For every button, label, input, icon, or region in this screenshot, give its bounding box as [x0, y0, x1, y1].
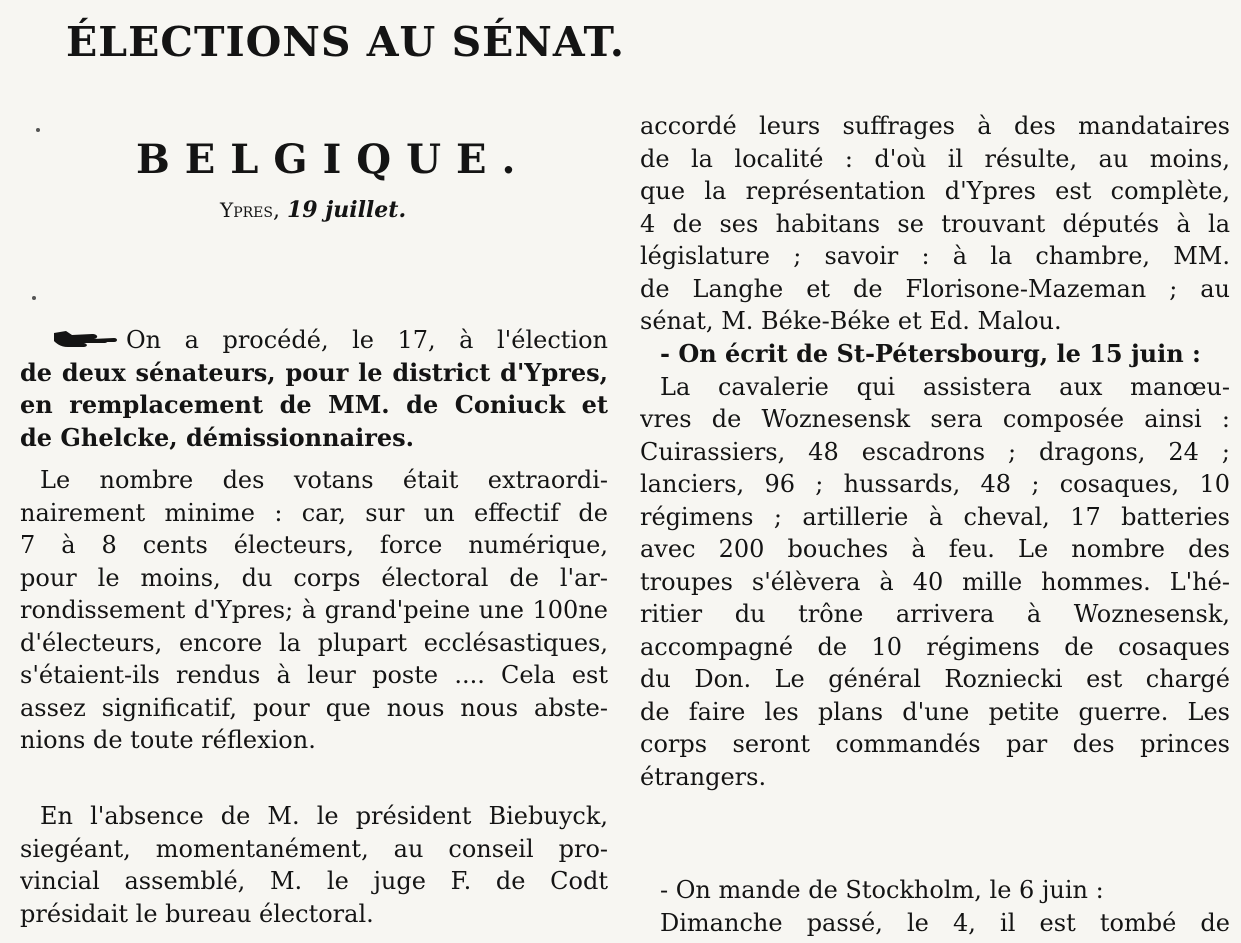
dateline-date: 19 juillet.	[286, 197, 407, 223]
text-line: troupes s'élèvera à 40 mille hommes. L'hé-	[640, 567, 1230, 596]
text-line: lanciers, 96 ; hussards, 48 ; cosaques, 10	[640, 470, 1230, 498]
paragraph-turnout	[20, 464, 608, 757]
text-line: Cuirassiers, 48 escadrons ; dragons, 24 ;	[640, 437, 1230, 466]
section-heading: BELGIQUE.	[136, 136, 531, 183]
speck-mark	[32, 296, 36, 300]
text-line: On a procédé, le 17, à l'élection	[20, 324, 608, 357]
text-line: de deux sénateurs, pour le district d'Ypres,	[20, 357, 608, 387]
text-line: de Ghelcke, démissionnaires.	[20, 422, 415, 452]
text-line: assez significatif, pour que nous nous abste-	[20, 693, 608, 722]
text-line: étrangers.	[640, 762, 767, 791]
text-line: nairement minime : car, sur un effectif de	[20, 498, 608, 527]
text-line: s'étaient-ils rendus à leur poste .... Cela est	[20, 661, 608, 689]
text-line: avec 200 bouches à feu. Le nombre des	[640, 535, 1230, 563]
paragraph-stockholm	[640, 874, 1230, 939]
dateline-separator: ,	[272, 198, 287, 223]
text-line: ritier du trône arrivera à Woznesensk,	[640, 600, 1230, 628]
paragraph-election	[20, 324, 608, 454]
text-line: que la représentation d'Ypres est complète,	[640, 177, 1230, 205]
text-line: présidait le bureau électoral.	[20, 899, 374, 928]
text-line: de faire les plans d'une petite guerre. Les	[640, 697, 1230, 726]
text-line: sénat, M. Béke-Béke et Ed. Malou.	[640, 307, 1062, 335]
text-line: Le nombre des votans était extraordi-	[40, 466, 608, 494]
text-line: rondissement d'Ypres; à grand'peine une 100ne	[20, 596, 608, 624]
speck-mark	[36, 128, 40, 132]
text-line: de Langhe et de Florisone-Mazeman ; au	[640, 274, 1230, 303]
paragraph-representation	[640, 110, 1230, 338]
text-line: vres de Woznesensk sera composée ainsi :	[640, 405, 1230, 433]
text-line: pour le moins, du corps électoral de l'ar-	[20, 563, 608, 592]
text-line: En l'absence de M. le président Biebuyck,	[40, 802, 608, 830]
dateline	[220, 197, 406, 223]
text-line: accompagné de 10 régimens de cosaques	[640, 632, 1230, 661]
text-line: nions de toute réflexion.	[20, 726, 316, 754]
text-line: régimens ; artillerie à cheval, 17 batteries	[640, 502, 1230, 531]
text-line: 4 de ses habitans se trouvant députés à la	[640, 209, 1230, 238]
news-dateline: - On mande de Stockholm, le 6 juin :	[660, 876, 1104, 904]
text-line: Dimanche passé, le 4, il est tombé de	[660, 908, 1230, 937]
text-line: en remplacement de MM. de Coniuck et	[20, 390, 608, 419]
text-line: d'électeurs, encore la plupart ecclésastiques,	[20, 628, 608, 657]
dateline-place: Ypres	[220, 198, 273, 222]
paragraph-st-petersburg	[640, 338, 1230, 793]
text-line: de la localité : d'où il résulte, au moins,	[640, 144, 1230, 173]
paragraph-president	[20, 800, 608, 930]
text-line: du Don. Le général Rozniecki est chargé	[640, 665, 1230, 693]
text-line: vincial assemblé, M. le juge F. de Codt	[20, 867, 608, 895]
text-line: La cavalerie qui assistera aux manœu-	[660, 372, 1230, 401]
text-line: accordé leurs suffrages à des mandataires	[640, 112, 1230, 140]
text-line: corps seront commandés par des princes	[640, 730, 1230, 758]
manicule-icon	[52, 327, 118, 351]
text-line: législature ; savoir : à la chambre, MM.	[640, 242, 1230, 270]
text-line: siegéant, momentanément, au conseil pro-	[20, 834, 608, 863]
news-dateline: - On écrit de St-Pétersbourg, le 15 juin :	[660, 339, 1201, 368]
article-title: ÉLECTIONS AU SÉNAT.	[66, 18, 625, 66]
text-line: 7 à 8 cents électeurs, force numérique,	[20, 531, 608, 559]
